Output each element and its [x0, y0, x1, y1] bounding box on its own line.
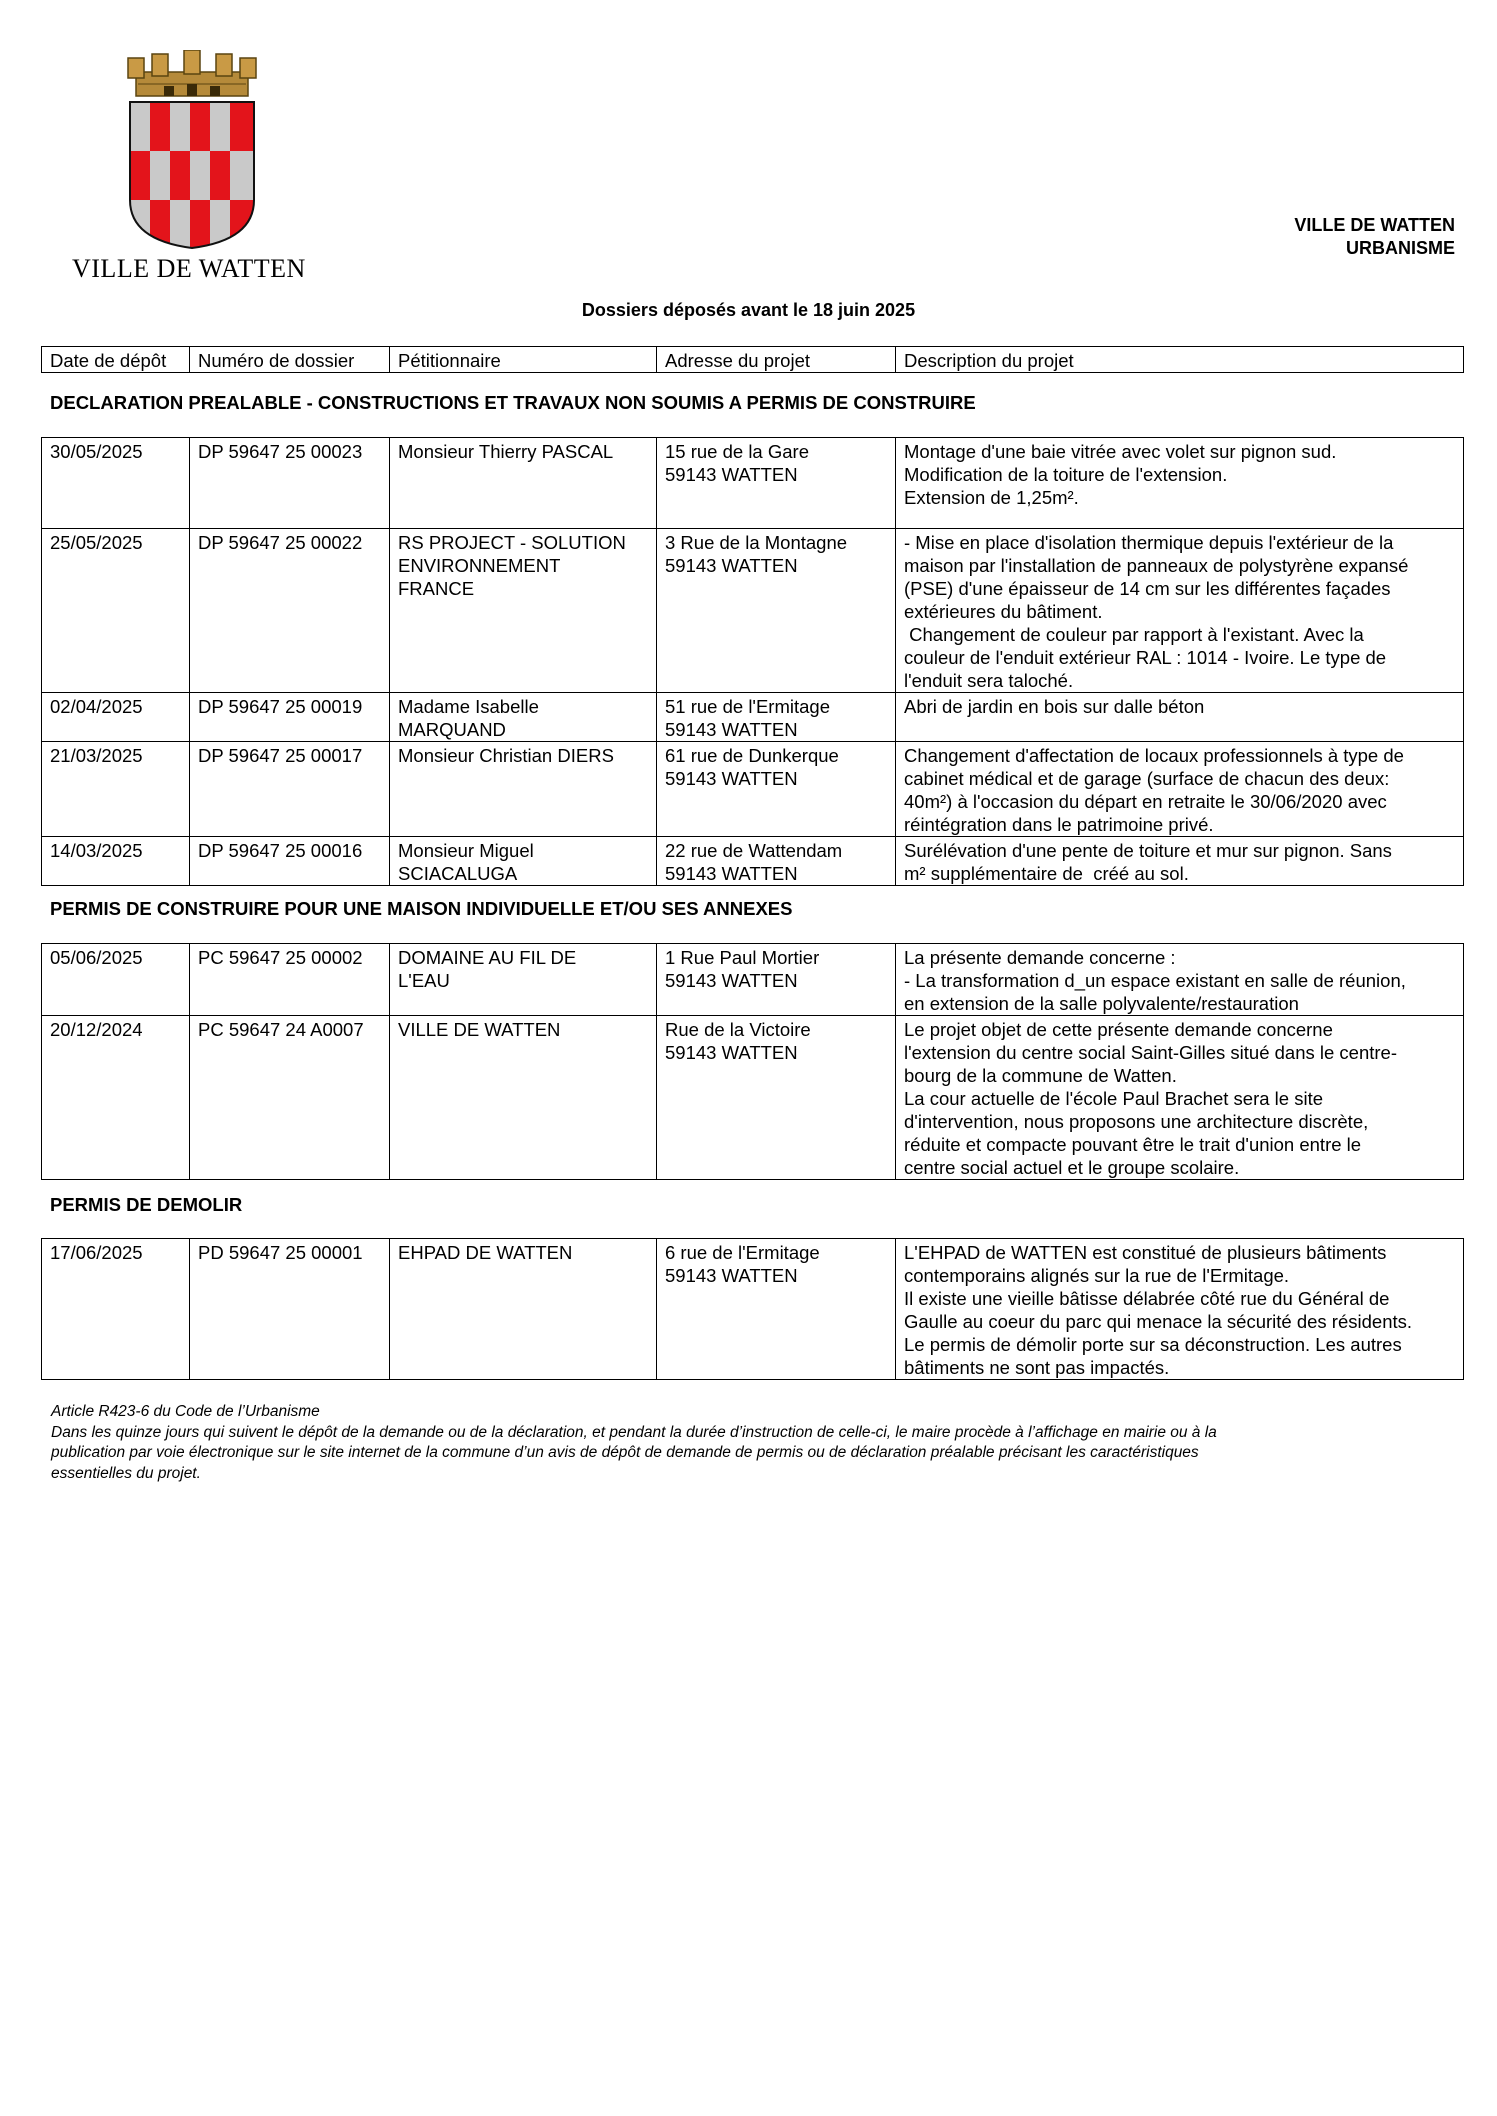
number-cell: DP 59647 25 00016: [190, 837, 390, 886]
document-title: Dossiers déposés avant le 18 juin 2025: [581, 300, 916, 320]
footnote-line: Dans les quinze jours qui suivent le dépôt de la demande ou de la déclaration, et pendant la durée d’instruction de celle-ci, le maire procède à l’affichage en mairie ou à la: [51, 1423, 1217, 1441]
petitioner-cell: DOMAINE AU FIL DE L'EAU: [390, 944, 657, 1016]
table-row: [42, 1016, 1464, 1180]
description-cell: Abri de jardin en bois sur dalle béton: [896, 693, 1464, 742]
petitioner-cell: EHPAD DE WATTEN: [390, 1239, 657, 1380]
section-title: PERMIS DE DEMOLIR: [50, 1194, 243, 1215]
date-cell: 05/06/2025: [42, 944, 190, 1016]
section-table: [41, 1238, 1464, 1380]
section-table: [41, 437, 1464, 886]
column-header: Numéro de dossier: [190, 347, 390, 373]
column-header: Date de dépôt: [42, 347, 190, 373]
shield-icon: [130, 102, 254, 250]
table-row: [42, 1239, 1464, 1380]
section-title: DECLARATION PREALABLE - CONSTRUCTIONS ET TRAVAUX NON SOUMIS A PERMIS DE CONSTRUIRE: [50, 392, 976, 413]
date-cell: 02/04/2025: [42, 693, 190, 742]
address-cell: 22 rue de Wattendam 59143 WATTEN: [657, 837, 896, 886]
table-row: [42, 693, 1464, 742]
petitioner-cell: Madame Isabelle MARQUAND: [390, 693, 657, 742]
petitioner-cell: VILLE DE WATTEN: [390, 1016, 657, 1180]
address-cell: 51 rue de l'Ermitage 59143 WATTEN: [657, 693, 896, 742]
address-cell: 15 rue de la Gare 59143 WATTEN: [657, 438, 896, 529]
address-cell: Rue de la Victoire 59143 WATTEN: [657, 1016, 896, 1180]
organization-header: [1294, 214, 1455, 260]
number-cell: DP 59647 25 00017: [190, 742, 390, 837]
date-cell: 30/05/2025: [42, 438, 190, 529]
description-cell: Montage d'une baie vitrée avec volet sur pignon sud. Modification de la toiture de l'extension. Extension de 1,25m².: [896, 438, 1464, 529]
column-header: Pétitionnaire: [390, 347, 657, 373]
number-cell: PD 59647 25 00001: [190, 1239, 390, 1380]
footnote-title: Article R423-6 du Code de l’Urbanisme: [51, 1403, 320, 1420]
petitioner-cell: Monsieur Thierry PASCAL: [390, 438, 657, 529]
coat-of-arms-icon: [124, 50, 260, 250]
department-name: URBANISME: [1345, 238, 1455, 258]
table-row: [42, 529, 1464, 693]
section-title: PERMIS DE CONSTRUIRE POUR UNE MAISON INDIVIDUELLE ET/OU SES ANNEXES: [50, 898, 793, 919]
section-table: [41, 943, 1464, 1180]
date-cell: 20/12/2024: [42, 1016, 190, 1180]
petitioner-cell: RS PROJECT - SOLUTION ENVIRONNEMENT FRANCE: [390, 529, 657, 693]
description-cell: Le projet objet de cette présente demande concerne l'extension du centre social Saint-Gilles situé dans le centre- bourg de la commune de Watten. La cour actuelle de l'école Paul Brachet sera le site d'intervention, nous proposons une architecture discrète, réduite et compacte pouvant être le trait d'union entre le centre social actuel et le groupe scolaire.: [896, 1016, 1464, 1180]
number-cell: DP 59647 25 00023: [190, 438, 390, 529]
table-row: [42, 438, 1464, 529]
column-header: Description du projet: [896, 347, 1464, 373]
date-cell: 17/06/2025: [42, 1239, 190, 1380]
org-name: VILLE DE WATTEN: [1294, 215, 1455, 235]
description-cell: L'EHPAD de WATTEN est constitué de plusieurs bâtiments contemporains alignés sur la rue de l'Ermitage. Il existe une vieille bâtisse délabrée côté rue du Général de Gaulle au coeur du parc qui menace la sécurité des résidents. Le permis de démolir porte sur sa déconstruction. Les autres bâtiments ne sont pas impactés.: [896, 1239, 1464, 1380]
description-cell: - Mise en place d'isolation thermique depuis l'extérieur de la maison par l'installation de panneaux de polystyrène expansé (PSE) d'une épaisseur de 14 cm sur les différentes façades extérieures du bâtiment. Changement de couleur par rapport à l'existant. Avec la couleur de l'enduit extérieur RAL : 1014 - Ivoire. Le type de l'enduit sera taloché.: [896, 529, 1464, 693]
petitioner-cell: Monsieur Christian DIERS: [390, 742, 657, 837]
logo-caption: VILLE DE WATTEN: [72, 254, 306, 283]
legal-footnote: [51, 1402, 1421, 1484]
city-logo: [72, 50, 322, 284]
table-row: [42, 944, 1464, 1016]
footnote-line: essentielles du projet.: [51, 1464, 201, 1482]
date-cell: 21/03/2025: [42, 742, 190, 837]
number-cell: DP 59647 25 00022: [190, 529, 390, 693]
column-header-row: [42, 347, 1464, 373]
number-cell: PC 59647 24 A0007: [190, 1016, 390, 1180]
mural-crown-icon: [128, 50, 256, 96]
date-cell: 14/03/2025: [42, 837, 190, 886]
description-cell: Changement d'affectation de locaux professionnels à type de cabinet médical et de garage (surface de chacun des deux: 40m²) à l'occasion du départ en retraite le 30/06/2020 avec réintégration dans le patrimoine privé.: [896, 742, 1464, 837]
description-cell: La présente demande concerne : - La transformation d_un espace existant en salle de réunion, en extension de la salle polyvalente/restauration: [896, 944, 1464, 1016]
number-cell: PC 59647 25 00002: [190, 944, 390, 1016]
table-row: [42, 837, 1464, 886]
date-cell: 25/05/2025: [42, 529, 190, 693]
column-header-table: [41, 346, 1464, 373]
column-header: Adresse du projet: [657, 347, 896, 373]
number-cell: DP 59647 25 00019: [190, 693, 390, 742]
table-row: [42, 742, 1464, 837]
address-cell: 3 Rue de la Montagne 59143 WATTEN: [657, 529, 896, 693]
description-cell: Surélévation d'une pente de toiture et mur sur pignon. Sans m² supplémentaire de créé au sol.: [896, 837, 1464, 886]
address-cell: 1 Rue Paul Mortier 59143 WATTEN: [657, 944, 896, 1016]
address-cell: 61 rue de Dunkerque 59143 WATTEN: [657, 742, 896, 837]
address-cell: 6 rue de l'Ermitage 59143 WATTEN: [657, 1239, 896, 1380]
footnote-line: publication par voie électronique sur le site internet de la commune d’un avis de dépôt de demande de permis ou de déclaration préalable précisant les caractéristiques: [51, 1444, 1199, 1461]
petitioner-cell: Monsieur Miguel SCIACALUGA: [390, 837, 657, 886]
